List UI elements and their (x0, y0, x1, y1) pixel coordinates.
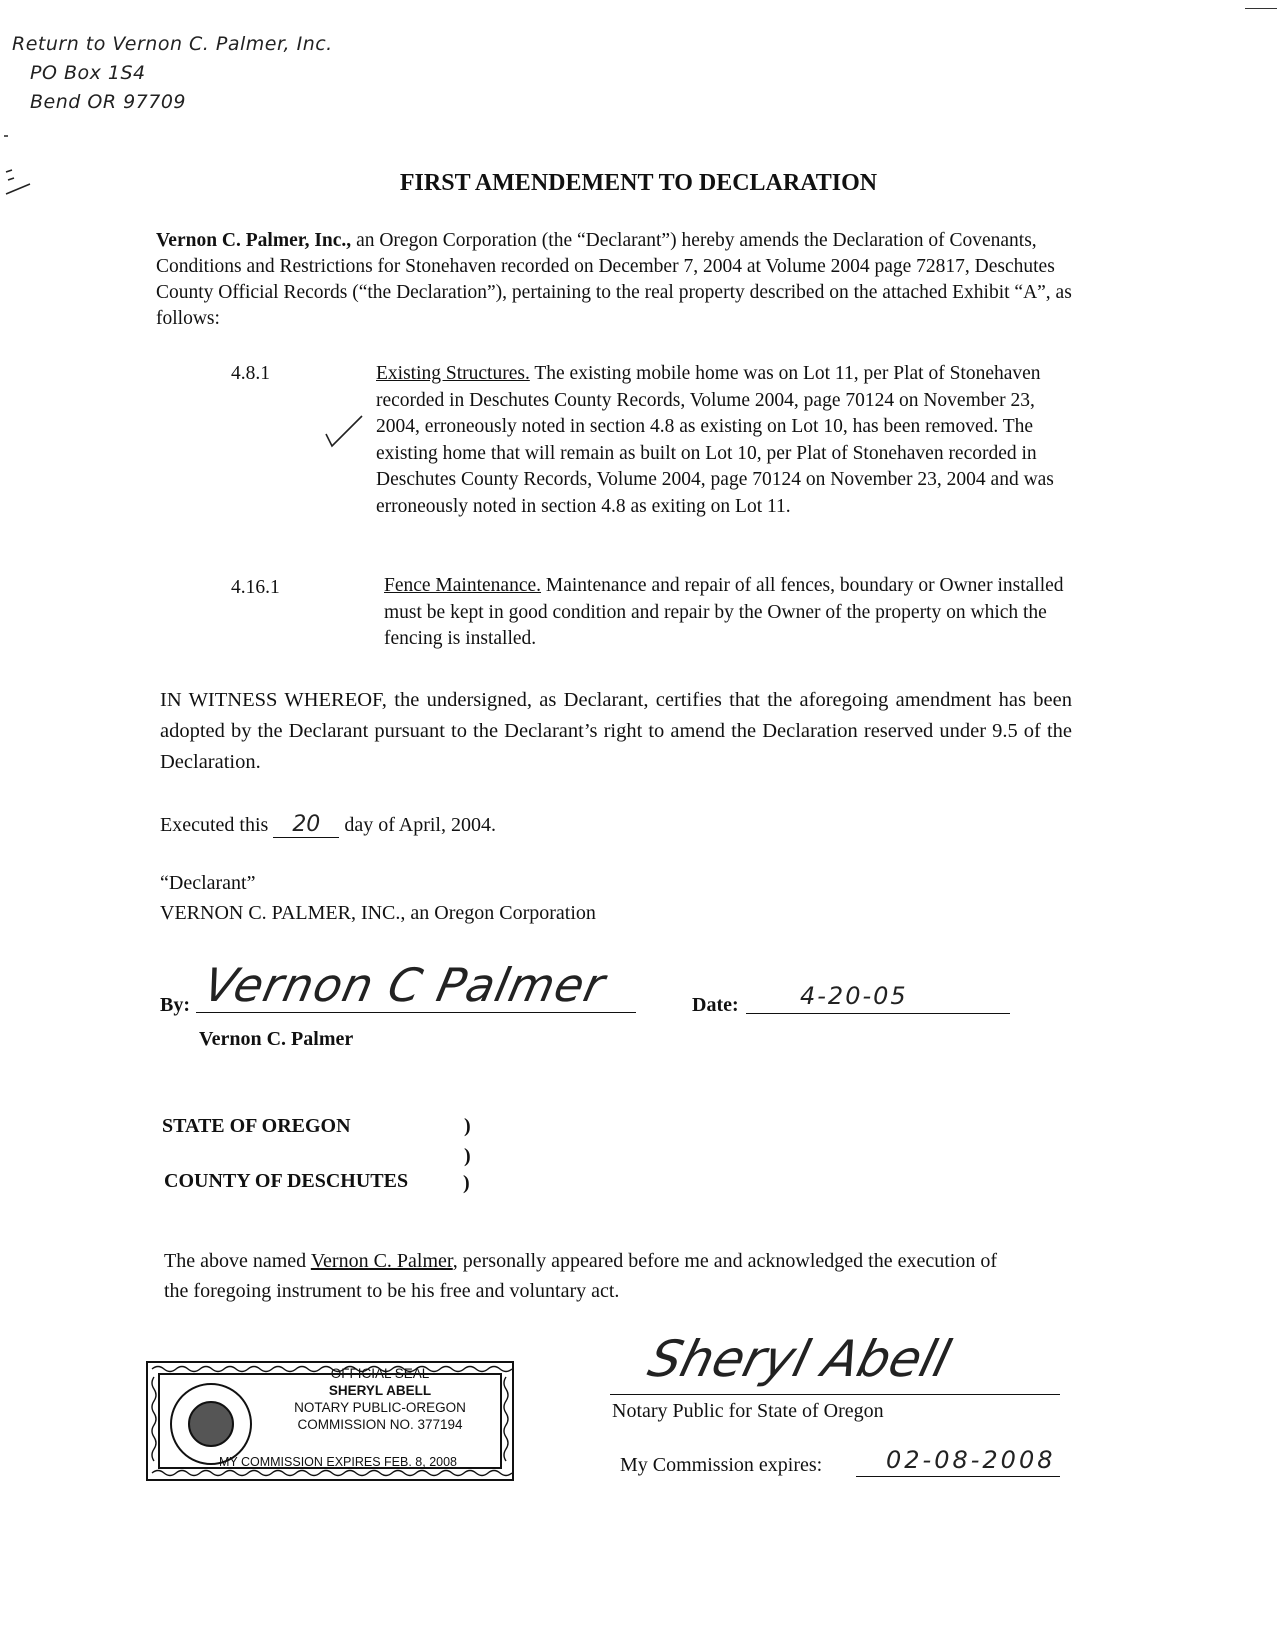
declarant-name: VERNON C. PALMER, INC., an Oregon Corporation (160, 902, 596, 924)
section-text: The existing mobile home was on Lot 11, per Plat of Stonehaven recorded in Deschutes County Records, Volume 2004, page 70124 on November 23, 2004, erroneously noted in section 4.8 as existing on Lot 10, has been removed. The existing home that will remain as built on Lot 10, per Plat of Stonehaven recorded in Deschutes County Records, Volume 2004, page 70124 on November 23, 2004 and was erroneously noted in section 4.8 as exiting on Lot 11. (376, 363, 1054, 517)
margin-line (1245, 8, 1277, 9)
section-heading: Fence Maintenance. (384, 575, 542, 596)
section-heading: Existing Structures. (376, 363, 530, 384)
notary-title: Notary Public for State of Oregon (612, 1400, 884, 1422)
section-number: 4.16.1 (231, 577, 280, 598)
notary-signature-line (610, 1394, 1060, 1395)
executed-prefix: Executed this (160, 814, 269, 836)
return-address-line: PO Box 1S4 (30, 62, 146, 84)
signature-line (196, 1012, 636, 1013)
witness-paragraph: IN WITNESS WHEREOF, the undersigned, as Declarant, certifies that the aforegoing amendment has been adopted by the Declarant pursuant to the Declarant’s right to amend the Declaration reserved under 9.5 of the Declaration. (160, 689, 1072, 773)
ack-name: Vernon C. Palmer (310, 1250, 453, 1272)
declarant-signature: Vernon C Palmer (199, 958, 611, 1012)
return-address-line: Return to Vernon C. Palmer, Inc. (12, 33, 333, 55)
section-text: Maintenance and repair of all fences, boundary or Owner installed must be kept in good condition and repair by the Owner of the property on which the fencing is installed. (384, 575, 1064, 649)
bracket-mark: ) (464, 1145, 471, 1167)
document-title: FIRST AMENDEMENT TO DECLARATION (399, 170, 878, 196)
seal-line: NOTARY PUBLIC-OREGON (294, 1400, 466, 1415)
seal-expiry-line: MY COMMISSION EXPIRES FEB. 8, 2008 (218, 1455, 458, 1469)
ack-prefix: The above named (164, 1250, 307, 1272)
date-value: 4-20-05 (800, 982, 908, 1010)
commission-expires-value: 02-08-2008 (886, 1446, 1056, 1474)
executed-day: 20 (273, 812, 339, 838)
commission-expires-label: My Commission expires: (620, 1454, 823, 1476)
return-address (12, 30, 333, 117)
notary-seal (146, 1361, 514, 1481)
state-line: STATE OF OREGON (162, 1115, 351, 1137)
declarant-party: Vernon C. Palmer, Inc., (156, 230, 352, 251)
declarant-label: “Declarant” (160, 872, 256, 894)
bracket-mark: ) (463, 1172, 470, 1194)
signer-name: Vernon C. Palmer (199, 1028, 354, 1050)
oregon-seal-emblem (170, 1383, 252, 1465)
intro-paragraph (156, 228, 1076, 332)
intro-text: an Oregon Corporation (the “Declarant”) hereby amends the Declaration of Covenants, Conditions and Restrictions for Stonehaven recorded on December 7, 2004 at Volume 2004 page 72817, Deschutes County Official Records (“the Declaration”), pertaining to the real property described on the attached Exhibit “A”, as follows: (156, 230, 1072, 329)
seal-text (260, 1365, 500, 1433)
bracket-mark: ) (464, 1115, 471, 1137)
county-line: COUNTY OF DESCHUTES (164, 1170, 409, 1192)
seal-line: COMMISSION NO. 377194 (297, 1417, 463, 1432)
date-label: Date: (692, 994, 739, 1016)
section-4-8-1 (376, 361, 1066, 520)
return-address-line: Bend OR 97709 (30, 91, 187, 113)
notary-signature: Sheryl Abell (642, 1330, 956, 1388)
executed-line (160, 812, 496, 838)
section-4-16-1 (384, 573, 1064, 653)
ack-suffix: , personally appeared before me and acknowledged the execution of the foregoing instrument to be his free and voluntary act. (164, 1250, 997, 1302)
commission-expires-line (856, 1476, 1060, 1477)
executed-suffix: day of April, 2004. (344, 814, 496, 836)
check-mark-icon (322, 412, 366, 452)
seal-line: OFFICIAL SEAL (330, 1366, 430, 1381)
seal-line: SHERYL ABELL (328, 1383, 432, 1398)
acknowledgment-paragraph (164, 1246, 1024, 1306)
section-number: 4.8.1 (231, 363, 270, 384)
date-line (746, 1013, 1010, 1014)
by-label: By: (160, 994, 190, 1016)
